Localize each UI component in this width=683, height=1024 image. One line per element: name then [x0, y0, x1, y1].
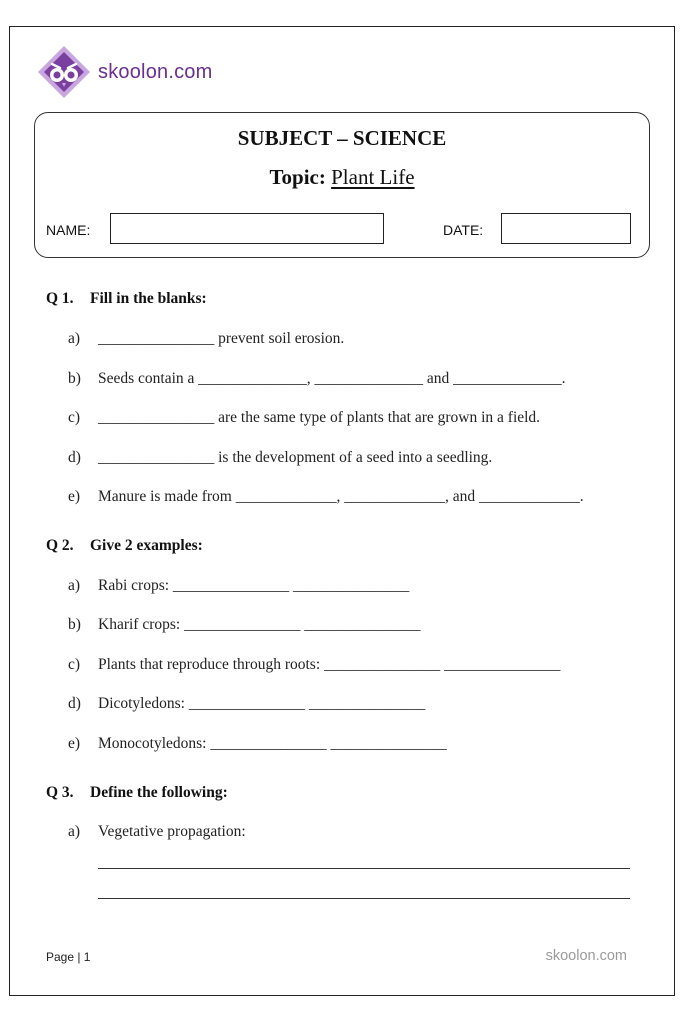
item-text: Dicotyledons: _______________ _______________: [98, 695, 426, 712]
item-text: Manure is made from _____________, _____________, and _____________.: [98, 488, 584, 505]
list-item: [68, 449, 492, 467]
item-letter: a): [68, 577, 81, 594]
list-item: [68, 616, 420, 634]
item-text: Vegetative propagation:: [98, 823, 246, 840]
item-letter: d): [68, 449, 81, 466]
question-2-heading: [46, 537, 203, 555]
answer-line: [98, 868, 630, 869]
item-text: Monocotyledons: _______________ _______________: [98, 735, 447, 752]
page-number: Page | 1: [46, 950, 91, 964]
list-item: [68, 656, 560, 674]
answer-line: [98, 898, 630, 899]
item-letter: d): [68, 695, 81, 712]
item-letter: b): [68, 616, 81, 633]
item-letter: c): [68, 656, 81, 673]
date-field[interactable]: [501, 213, 631, 244]
list-item: [68, 823, 246, 841]
topic-line: [35, 165, 649, 190]
item-letter: e): [68, 488, 81, 505]
question-title: Define the following:: [90, 784, 228, 801]
topic-label: Topic:: [269, 165, 326, 189]
item-text: Plants that reproduce through roots: _______________ _______________: [98, 656, 561, 673]
worksheet-header: [34, 112, 650, 258]
item-text: _______________ is the development of a seed into a seedling.: [98, 449, 493, 466]
list-item: [68, 370, 566, 388]
question-number: Q 2.: [46, 537, 74, 554]
item-text: Rabi crops: _______________ _______________: [98, 577, 410, 594]
brand-name: skoolon.com: [98, 60, 213, 83]
item-letter: a): [68, 330, 81, 347]
item-text: _______________ prevent soil erosion.: [98, 330, 345, 347]
item-text: Seeds contain a ______________, ______________ and ______________.: [98, 370, 566, 387]
item-letter: c): [68, 409, 81, 426]
item-text: _______________ are the same type of plants that are grown in a field.: [98, 409, 541, 426]
date-label: DATE:: [443, 222, 484, 238]
subject-title: SUBJECT – SCIENCE: [237, 126, 447, 150]
list-item: [68, 409, 540, 427]
question-title: Give 2 examples:: [90, 537, 203, 554]
question-1-heading: [46, 290, 207, 308]
question-3-heading: [46, 784, 228, 802]
list-item: [68, 488, 584, 506]
owl-logo-icon: [36, 44, 92, 100]
question-number: Q 3.: [46, 784, 74, 801]
list-item: [68, 577, 409, 595]
name-field[interactable]: [110, 213, 384, 244]
question-title: Fill in the blanks:: [90, 290, 207, 307]
list-item: [68, 330, 344, 348]
item-letter: b): [68, 370, 81, 387]
item-letter: e): [68, 735, 81, 752]
item-text: Kharif crops: _______________ _______________: [98, 616, 421, 633]
list-item: [68, 735, 447, 753]
brand-logo: [36, 44, 212, 100]
item-letter: a): [68, 823, 81, 840]
question-number: Q 1.: [46, 290, 74, 307]
list-item: [68, 695, 425, 713]
footer-site: skoolon.com: [545, 948, 627, 964]
topic-value: Plant Life: [331, 165, 415, 189]
name-label: NAME:: [46, 222, 91, 238]
